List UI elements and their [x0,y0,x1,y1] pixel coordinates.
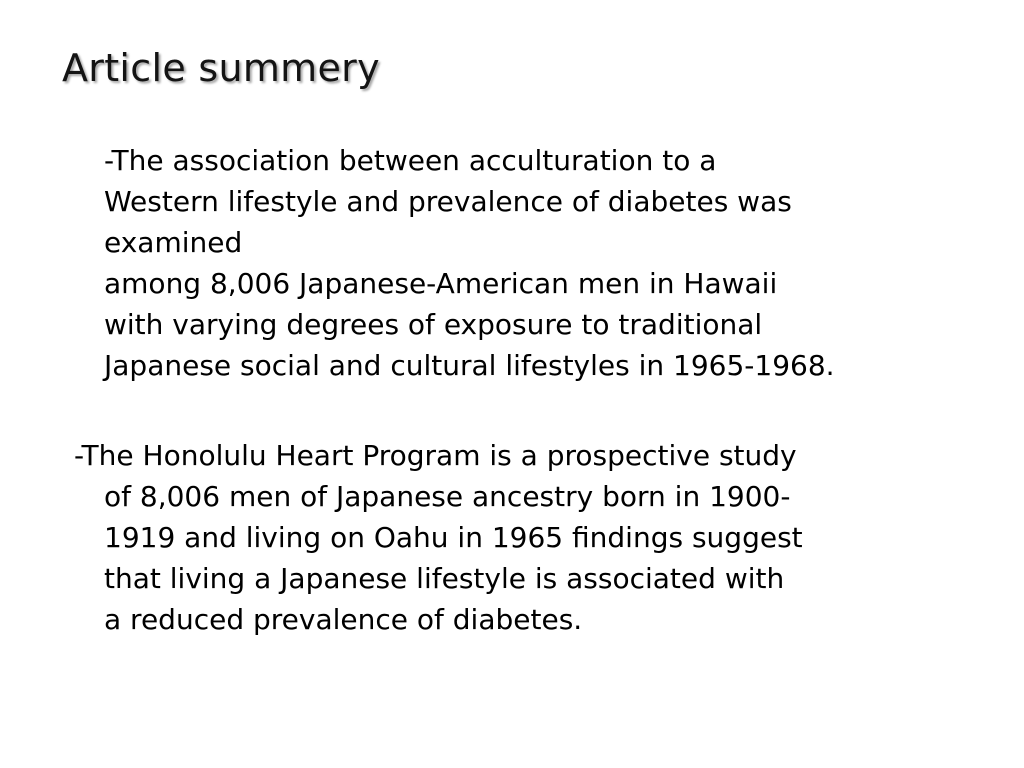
paragraph-line: of 8,006 men of Japanese ancestry born in 1900- [104,480,791,513]
paragraph-line: 1919 and living on Oahu in 1965 findings suggest [104,521,803,554]
paragraph-line: Japanese social and cultural lifestyles in 1965-1968. [104,349,835,382]
paragraph-line: examined [104,226,243,259]
paragraph-line: Western lifestyle and prevalence of diabetes was [104,185,792,218]
slide-title: Article summery [62,46,380,90]
paragraph-line: -The Honolulu Heart Program is a prospective study [74,439,797,472]
paragraph-line: with varying degrees of exposure to traditional [104,308,763,341]
paragraph-line: that living a Japanese lifestyle is associated with [104,562,785,595]
summary-paragraph-honolulu-heart-program [74,435,803,640]
paragraph-line: a reduced prevalence of diabetes. [104,603,583,636]
summary-paragraph-acculturation [104,140,835,386]
paragraph-line: -The association between acculturation to a [104,144,717,177]
paragraph-line: among 8,006 Japanese-American men in Hawaii [104,267,778,300]
